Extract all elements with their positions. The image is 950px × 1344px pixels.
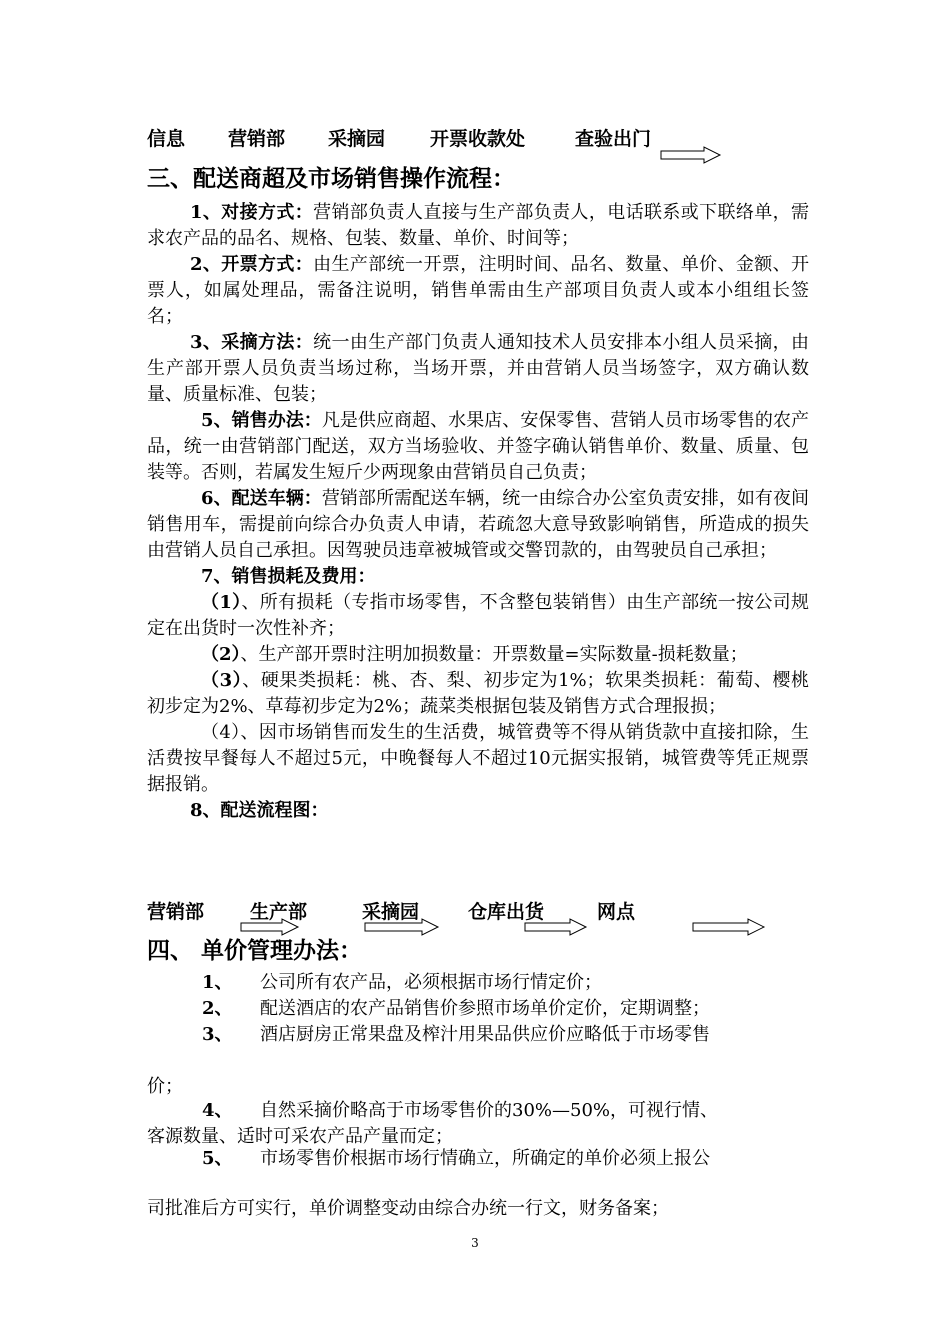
flow-node: 营销部 [228,128,286,150]
paragraph: 5、销售办法：凡是供应商超、水果店、安保零售、营销人员市场零售的农产品，统一由营销部门配送，双方当场验收、并签字确认销售单价、数量、质量、包装等。否则，若属发生短斤少两现象由营销员自己负责； [147,410,809,483]
paragraph: 6、配送车辆：营销部所需配送车辆，统一由综合办公室负责安排，如有夜间销售用车，需提前向综合办负责人申请，若疏忽大意导致影响销售，所造成的损失由营销人员自己承担。因驾驶员违章被城管或交警罚款的，由驾驶员自己承担； [147,488,809,561]
flow-node: 营销部 [147,901,205,923]
section-3-body [147,200,809,824]
paragraph: （4）、因市场销售而发生的生活费，城管费等不得从销货款中直接扣除，生活费按早餐每人不超过5元，中晚餐每人不超过10元据实报销，城管费等凭正规票据报销。 [147,722,810,795]
arrow-icon [364,918,440,936]
flow-node: 查验出门 [575,128,652,150]
paragraph: 2、开票方式：由生产部统一开票，注明时间、品名、数量、单价、金额、开票人，如属处理品，需备注说明，销售单需由生产部项目负责人或本小组组长签名； [147,254,809,327]
flow-node: 信息 [147,128,186,150]
arrow-icon [692,918,766,936]
flow-node: 开票收款处 [430,128,526,150]
paragraph: （2）、生产部开票时注明加损数量：开票数量=实际数量-损耗数量； [201,644,748,665]
section-4-title: 四、 单价管理办法： [147,937,363,964]
list-item: 4、 自然采摘价略高于市场零售价的30%—50%，可视行情、 客源数量、适时可采农产品产量而定； [147,1100,719,1147]
flow-node: 采摘园 [362,901,420,923]
paragraph: （3）、硬果类损耗：桃、杏、梨、初步定为1%；软果类损耗：葡萄、樱桃初步定为2%、草莓初步定为2%；蔬菜类根据包装及销售方式合理报损； [147,670,809,717]
section-3-title: 三、配送商超及市场销售操作流程： [147,165,515,192]
flow-node: 采摘园 [328,128,386,150]
arrow-icon [524,918,588,936]
paragraph: 7、销售损耗及费用： [201,566,376,587]
paragraph: 3、采摘方法：统一由生产部门负责人通知技术人员安排本小组人员采摘，由生产部开票人员负责当场过称，当场开票，并由营销人员当场签字，双方确认数量、质量标准、包装； [147,332,809,405]
flow-node: 生产部 [250,901,308,923]
list-item-continuation: 价； [147,1076,183,1097]
arrow-icon [660,146,722,164]
list-item-continuation: 司批准后方可实行，单价调整变动由综合办统一行文，财务备案； [147,1198,669,1219]
page-number: 3 [471,1236,479,1250]
list-item: 3、 酒店厨房正常果盘及榨汁用果品供应价应略低于市场零售 [202,1024,710,1045]
list-item: 5、 市场零售价根据市场行情确立，所确定的单价必须上报公 [202,1148,710,1169]
flow-chart-1 [147,124,847,154]
flow-node: 仓库出货 [468,901,545,923]
paragraph: 1、对接方式：营销部负责人直接与生产部负责人，电话联系或下联络单，需求农产品的品名、规格、包装、数量、单价、时间等； [147,202,809,249]
paragraph: 8、配送流程图： [190,800,329,821]
list-item: 2、 配送酒店的农产品销售价参照市场单价定价，定期调整； [202,998,710,1019]
list-item: 1、 公司所有农产品，必须根据市场行情定价； [202,972,602,993]
flow-node: 网点 [597,901,636,923]
paragraph: （1）、所有损耗（专指市场零售，不含整包装销售）由生产部统一按公司规定在出货时一次性补齐； [147,592,809,639]
